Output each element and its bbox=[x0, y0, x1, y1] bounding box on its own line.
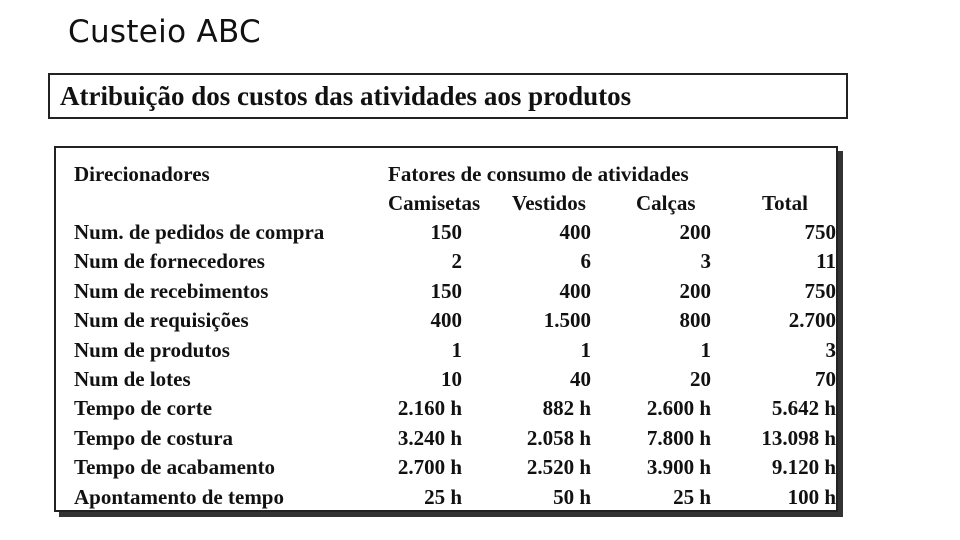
table-cell-total: 750 bbox=[804, 279, 836, 303]
table-cell-vestidos: 1.500 bbox=[543, 308, 591, 332]
table-cell-camisetas: 2.160 h bbox=[397, 396, 462, 420]
table-row-label: Num de recebimentos bbox=[74, 279, 269, 303]
table-cell-camisetas: 400 bbox=[430, 308, 462, 332]
table-cell-calcas: 3.900 h bbox=[646, 455, 711, 479]
table-row-label: Tempo de costura bbox=[74, 426, 234, 450]
table-cell-camisetas: 1 bbox=[451, 338, 462, 362]
table-cell-calcas: 3 bbox=[700, 249, 711, 273]
table-cell-total: 13.098 h bbox=[761, 426, 836, 450]
slide-title: Custeio ABC bbox=[68, 14, 261, 50]
table-cell-calcas: 7.800 h bbox=[646, 426, 711, 450]
table-cell-calcas: 1 bbox=[700, 338, 711, 362]
table-cell-vestidos: 1 bbox=[580, 338, 591, 362]
column-header-total: Total bbox=[762, 191, 808, 215]
column-header-calcas: Calças bbox=[636, 191, 696, 215]
table-cell-camisetas: 150 bbox=[430, 279, 462, 303]
table-cell-total: 70 bbox=[815, 367, 836, 391]
table-cell-total: 9.120 h bbox=[771, 455, 836, 479]
table-row-label: Num de fornecedores bbox=[74, 249, 265, 273]
table-cell-calcas: 200 bbox=[679, 279, 711, 303]
table-row-label: Tempo de corte bbox=[74, 396, 213, 420]
table-row-label: Num de lotes bbox=[74, 367, 191, 391]
table-cell-vestidos: 40 bbox=[570, 367, 591, 391]
group-header: Fatores de consumo de atividades bbox=[388, 162, 689, 186]
table-cell-camisetas: 2.700 h bbox=[397, 455, 462, 479]
table-cell-calcas: 20 bbox=[690, 367, 711, 391]
table-cell-vestidos: 400 bbox=[559, 220, 591, 244]
table-cell-total: 3 bbox=[825, 338, 836, 362]
table-row-label: Tempo de acabamento bbox=[74, 455, 276, 479]
table-cell-camisetas: 25 h bbox=[424, 485, 462, 509]
table-cell-vestidos: 50 h bbox=[553, 485, 591, 509]
table-row-label: Num de requisições bbox=[74, 308, 249, 332]
table-cell-vestidos: 400 bbox=[559, 279, 591, 303]
table-cell-vestidos: 882 h bbox=[542, 396, 591, 420]
table-cell-camisetas: 2 bbox=[451, 249, 462, 273]
table-cell-camisetas: 3.240 h bbox=[397, 426, 462, 450]
table-row-label: Apontamento de tempo bbox=[74, 485, 284, 509]
table-row-label: Num. de pedidos de compra bbox=[74, 220, 325, 244]
table-cell-calcas: 2.600 h bbox=[646, 396, 711, 420]
table-cell-camisetas: 150 bbox=[430, 220, 462, 244]
table-cell-total: 2.700 bbox=[788, 308, 836, 332]
column-header-vestidos: Vestidos bbox=[512, 191, 586, 215]
activity-table bbox=[54, 146, 838, 512]
table-cell-total: 11 bbox=[816, 249, 836, 273]
table-cell-total: 5.642 h bbox=[771, 396, 836, 420]
table-cell-calcas: 800 bbox=[679, 308, 711, 332]
table-row-label: Num de produtos bbox=[74, 338, 230, 362]
table-cell-calcas: 25 h bbox=[673, 485, 711, 509]
caption-box bbox=[48, 73, 848, 119]
table-cell-calcas: 200 bbox=[679, 220, 711, 244]
table-cell-total: 750 bbox=[804, 220, 836, 244]
table-cell-vestidos: 2.520 h bbox=[526, 455, 591, 479]
row-header: Direcionadores bbox=[74, 162, 210, 186]
table-cell-vestidos: 2.058 h bbox=[526, 426, 591, 450]
column-header-camisetas: Camisetas bbox=[388, 191, 481, 215]
caption-text: Atribuição dos custos das atividades aos produtos bbox=[60, 81, 632, 111]
table-cell-camisetas: 10 bbox=[441, 367, 462, 391]
table-cell-total: 100 h bbox=[787, 485, 836, 509]
table-cell-vestidos: 6 bbox=[580, 249, 591, 273]
